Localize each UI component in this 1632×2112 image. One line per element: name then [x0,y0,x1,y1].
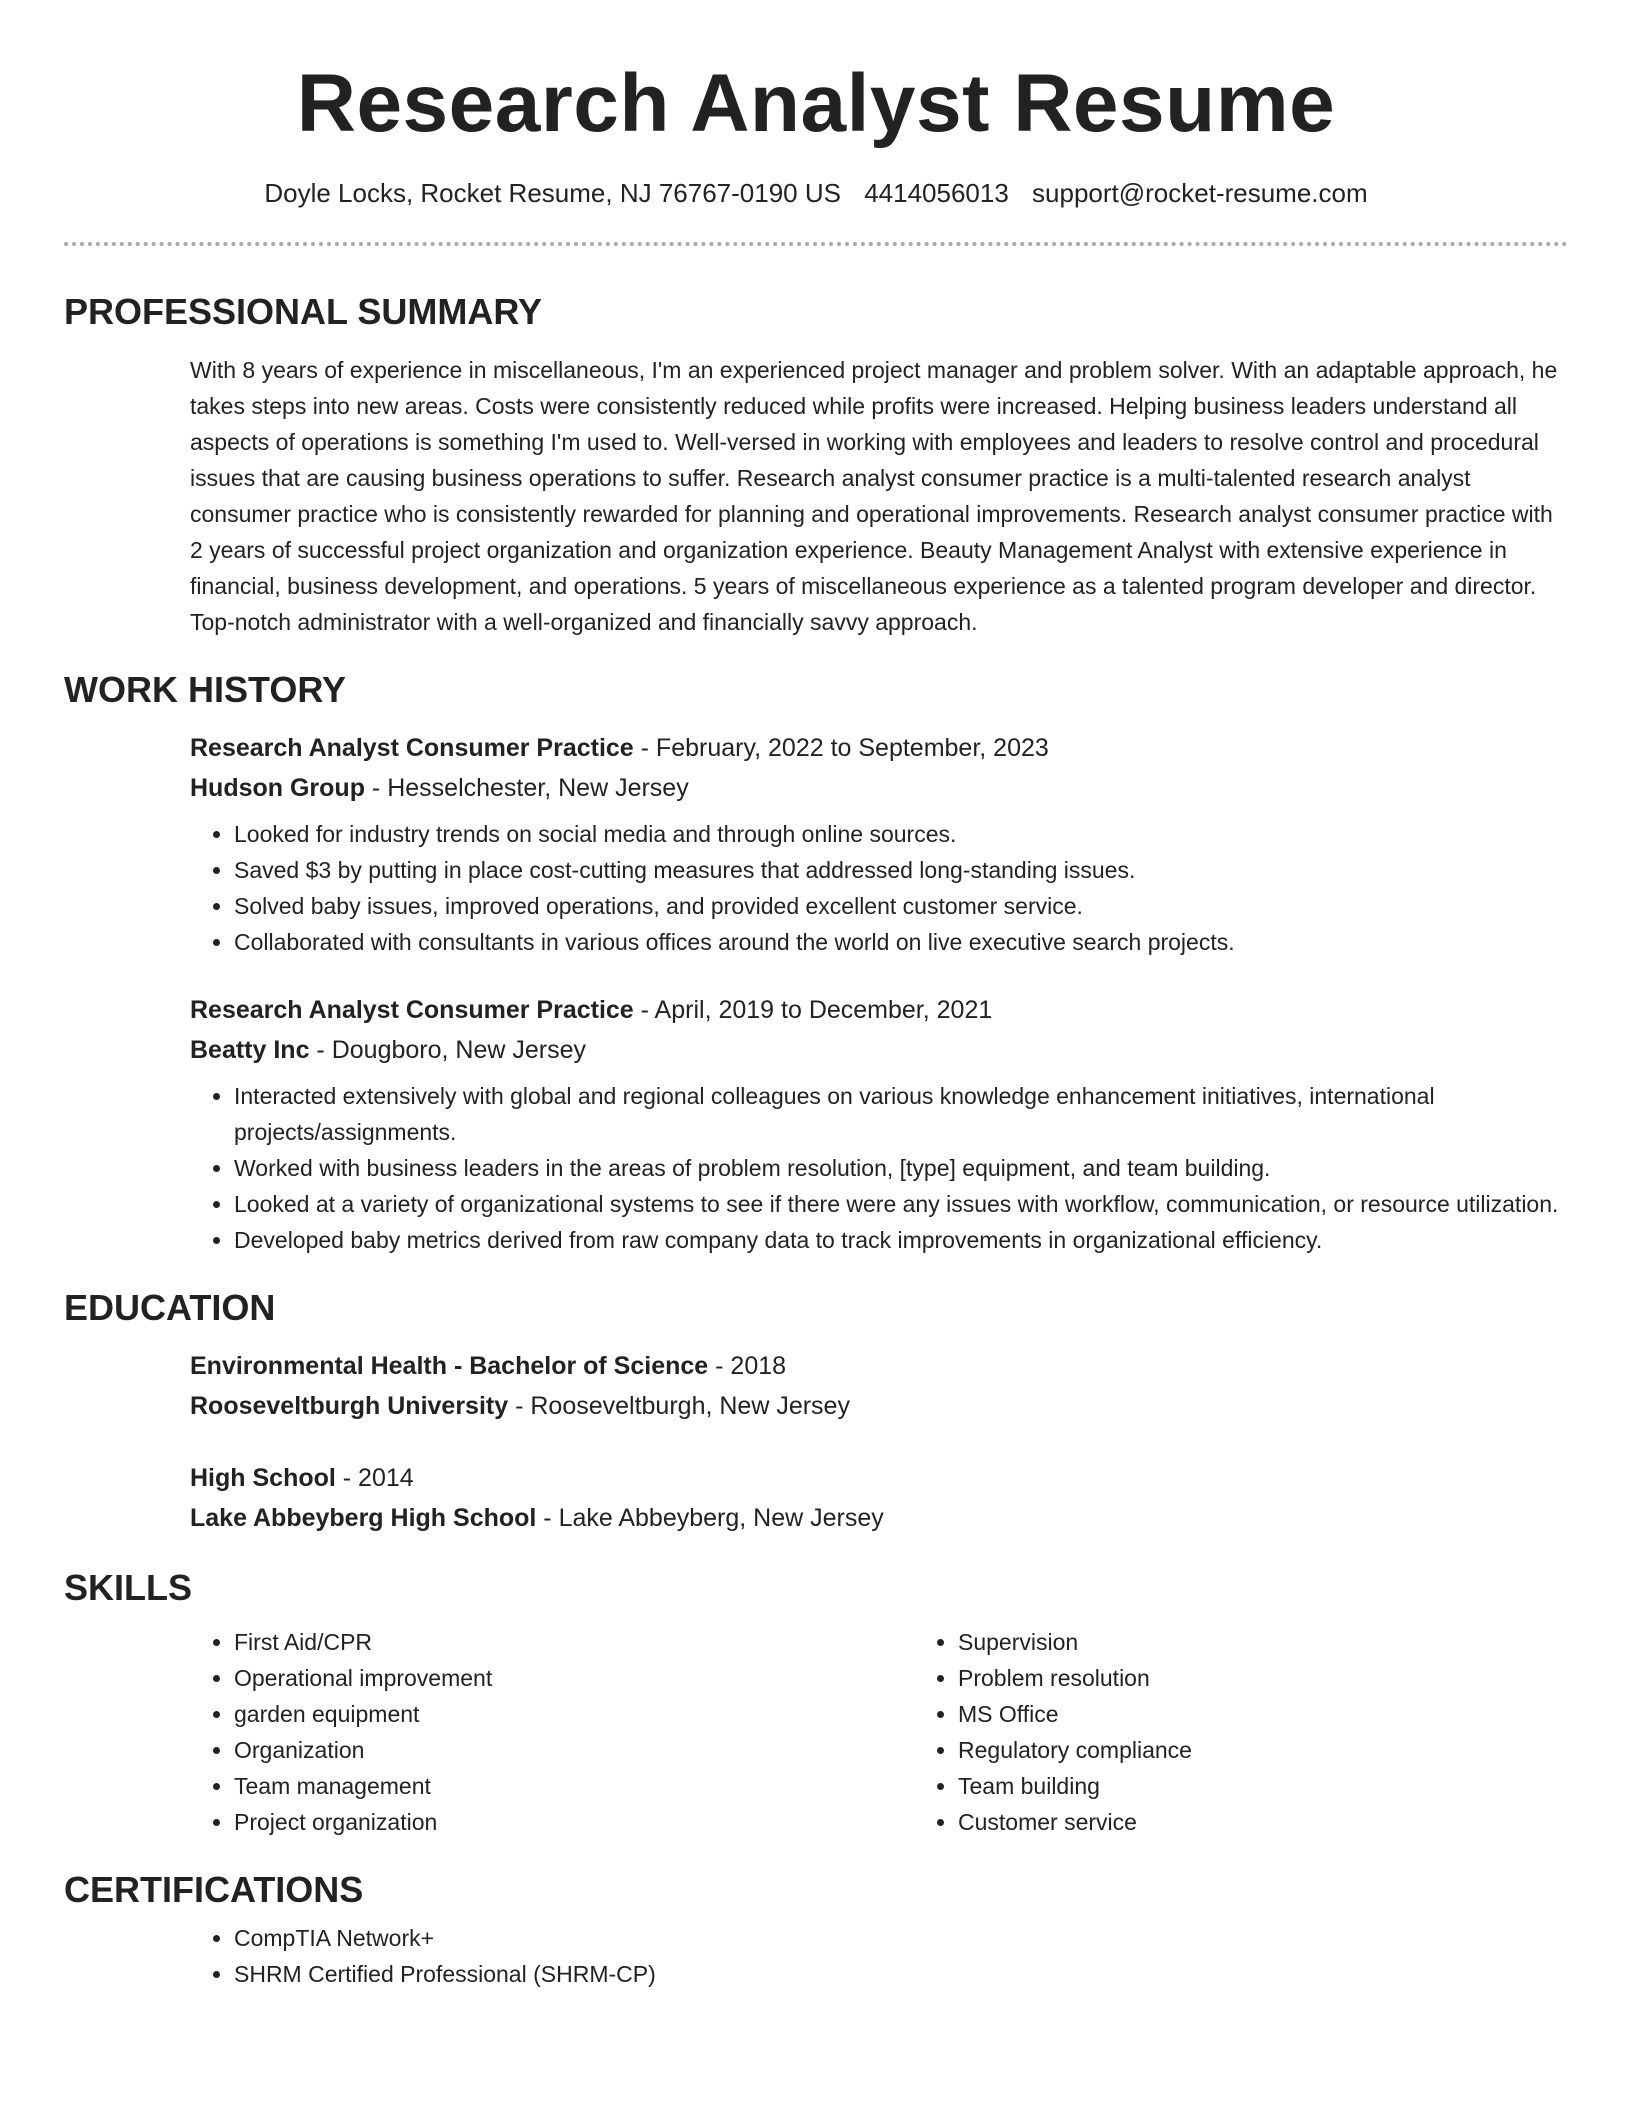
contact-phone: 4414056013 [864,178,1009,208]
job-company-line [190,1030,1568,1070]
list-item: • Project organization [234,1804,914,1840]
list-item: • Team building [958,1768,1632,1804]
list-item: • Customer service [958,1804,1632,1840]
list-item: • First Aid/CPR [234,1624,914,1660]
list-item: • Looked at a variety of organizational systems to see if there were any issues with workflow, communication, or resource utilization. [234,1186,1568,1222]
skills-section [64,1566,1568,1840]
education-entry [64,1346,1568,1426]
certifications-heading: CERTIFICATIONS [64,1869,364,1910]
list-item: • SHRM Certified Professional (SHRM-CP) [234,1956,1568,1992]
list-item: • Supervision [958,1624,1632,1660]
work-heading: WORK HISTORY [64,669,347,710]
skills-list-right [914,1624,1632,1840]
list-item: • Problem resolution [958,1660,1632,1696]
summary-text: With 8 years of experience in miscellaneous, I'm an experienced project manager and problem solver. With an adaptable approach, he takes steps into new areas. Costs were consistently reduced while profits were increased. Helping business leaders understand all aspects of operations is something I'm used to. Well-versed in working with employees and leaders to resolve control and procedural issues that are causing business operations to suffer. Research analyst consumer practice is a multi-talented research analyst consumer practice who is consistently rewarded for planning and operational improvements. Research analyst consumer practice with 2 years of successful project organization and organization experience. Beauty Management Analyst with extensive experience in financial, business development, and operations. 5 years of miscellaneous experience as a talented program developer and director. Top-notch administrator with a well-organized and financially savvy approach. [190,357,1558,635]
list-item: • garden equipment [234,1696,914,1732]
school-name: Rooseveltburgh University [190,1392,509,1420]
header-divider [64,242,1568,246]
contact-line [64,176,1568,210]
job-bullets [190,816,1568,960]
job-entry [64,728,1568,960]
skills-grid [64,1624,1568,1840]
contact-address: Doyle Locks, Rocket Resume, NJ 76767-0190 US [264,178,841,208]
job-title: Research Analyst Consumer Practice [190,996,634,1024]
list-item: • Organization [234,1732,914,1768]
degree-year: - 2014 [335,1464,414,1492]
job-location: - Hesselchester, New Jersey [364,774,689,802]
summary-heading: PROFESSIONAL SUMMARY [64,291,543,332]
list-item: • Regulatory compliance [958,1732,1632,1768]
list-item: • Worked with business leaders in the areas of problem resolution, [type] equipment, and team building. [234,1150,1568,1186]
school-location: - Lake Abbeyberg, New Jersey [536,1504,884,1532]
job-dates: - February, 2022 to September, 2023 [633,734,1049,762]
list-item: • CompTIA Network+ [234,1920,1568,1956]
job-bullets [190,1078,1568,1258]
education-heading: EDUCATION [64,1287,276,1328]
job-entry [64,990,1568,1258]
contact-email: support@rocket-resume.com [1032,178,1368,208]
job-company-line [190,768,1568,808]
list-item: • Solved baby issues, improved operations, and provided excellent customer service. [234,888,1568,924]
job-company: Hudson Group [190,774,365,802]
school-line [190,1498,1568,1538]
degree-line [190,1458,1568,1498]
education-section [64,1286,1568,1538]
school-location: - Rooseveltburgh, New Jersey [508,1392,850,1420]
degree-name: High School [190,1464,336,1492]
job-company: Beatty Inc [190,1036,310,1064]
degree-name: Environmental Health - Bachelor of Science [190,1352,709,1380]
school-name: Lake Abbeyberg High School [190,1504,537,1532]
education-entry [64,1458,1568,1538]
skills-heading: SKILLS [64,1567,193,1608]
job-location: - Dougboro, New Jersey [309,1036,586,1064]
skills-list-left [190,1624,914,1840]
school-line [190,1386,1568,1426]
job-title-line [190,990,1568,1030]
certifications-section [64,1868,1568,1992]
list-item: • Operational improvement [234,1660,914,1696]
degree-line [190,1346,1568,1386]
list-item: • Team management [234,1768,914,1804]
summary-section [64,290,1568,640]
certifications-body [64,1920,1568,1992]
list-item: • Collaborated with consultants in various offices around the world on live executive search projects. [234,924,1568,960]
job-dates: - April, 2019 to December, 2021 [633,996,993,1024]
degree-year: - 2018 [708,1352,787,1380]
list-item: • Looked for industry trends on social media and through online sources. [234,816,1568,852]
resume-title: Research Analyst Resume [296,58,1336,149]
work-section [64,668,1568,1258]
list-item: • Developed baby metrics derived from raw company data to track improvements in organizational efficiency. [234,1222,1568,1258]
job-title-line [190,728,1568,768]
list-item: • Saved $3 by putting in place cost-cutting measures that addressed long-standing issues. [234,852,1568,888]
certifications-list [190,1920,1568,1992]
job-title: Research Analyst Consumer Practice [190,734,634,762]
list-item: • MS Office [958,1696,1632,1732]
list-item: • Interacted extensively with global and regional colleagues on various knowledge enhancement initiatives, international projects/assignments. [234,1078,1568,1150]
